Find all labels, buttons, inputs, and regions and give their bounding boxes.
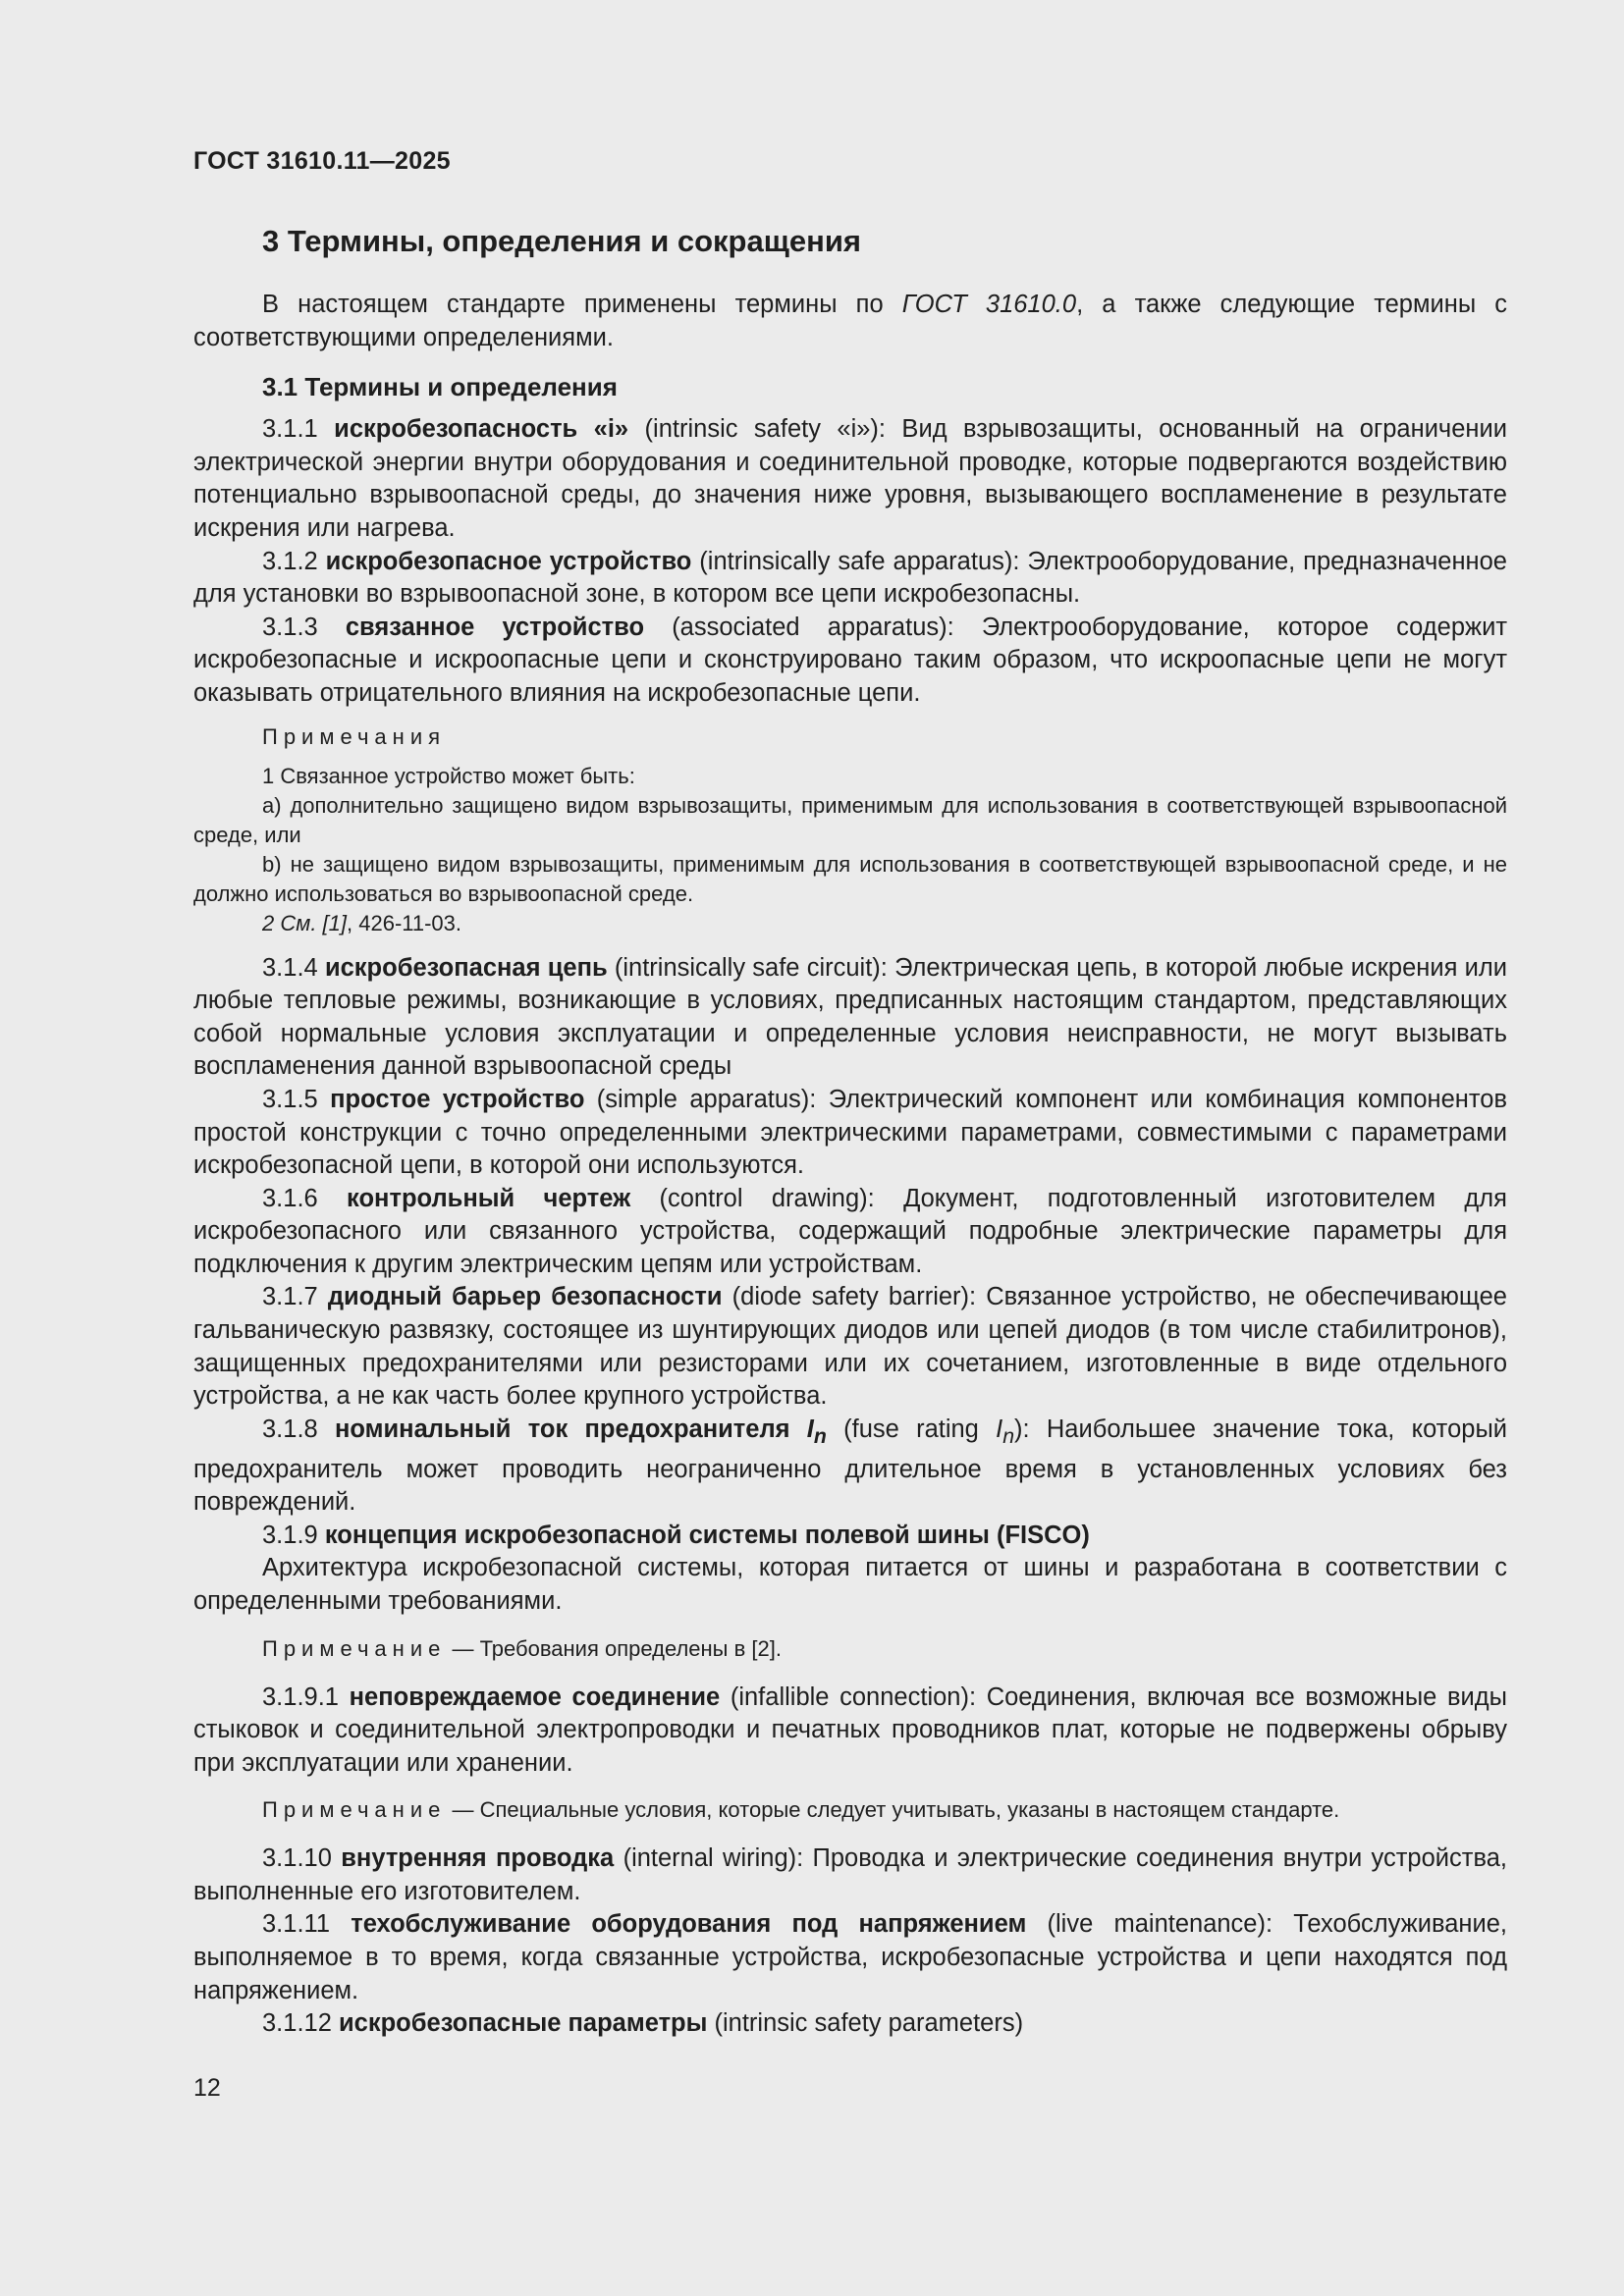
note-3-1-9: Примечание — Требования определены в [2]. [262, 1635, 782, 1661]
standard-reference: ГОСТ 31610.0 [901, 291, 1077, 318]
section-intro: В настоящем стандарте применены термины по ГОСТ 31610.0, а также следующие термины с соответствующими определениями. [193, 291, 1508, 351]
document-id-header: ГОСТ 31610.11—2025 [193, 147, 451, 175]
term-3-1-7: 3.1.7 диодный барьер безопасности (diode safety barrier): Связанное устройство, не обеспечивающее гальваническую развязку, состоящее из шунтирующих диодов или цепей диодов (в том числе стабилитронов), защищенных предохранителями или резисторами или их сочетанием, изготовленные в виде отдельного устройства, а не как часть более крупного устройства. [193, 1283, 1507, 1411]
term-3-1-6: 3.1.6 контрольный чертеж (control drawing): Документ, подготовленный изготовителем для искробезопасного или связанного устройства, содержащий подробные электрические параметры для подключения к другим электрическим цепям или устройствам. [193, 1184, 1507, 1278]
note-3-1-9-1: Примечание — Специальные условия, которые следует учитывать, указаны в настоящем стандарте. [262, 1797, 1340, 1823]
page-number: 12 [193, 2074, 221, 2102]
reference-link: См. [1] [280, 910, 348, 935]
term-3-1-5: 3.1.5 простое устройство (simple apparatus): Электрический компонент или комбинация компонентов простой конструкции с точно определенными электрическими параметрами, совместимыми с параметрами искробезопасной цепи, в которой они используются. [193, 1085, 1507, 1180]
notes-heading: Примечания [262, 723, 447, 749]
term-3-1-9-1: 3.1.9.1 неповреждаемое соединение (infallible connection): Соединения, включая все возможные виды стыковок и соединительной электропроводки и печатных проводников плат, которые не подвержены обрыву при эксплуатации или хранении. [193, 1682, 1507, 1777]
term-3-1-4: 3.1.4 искробезопасная цепь (intrinsically safe circuit): Электрическая цепь, в которой любые искрения или любые тепловые режимы, возникающие в условиях, предписанных настоящим стандартом, представляющих собой нормальные условия эксплуатации и определенные условия неисправности, не могут вызывать воспламенения данной взрывоопасной среды [193, 953, 1507, 1081]
notes-block [193, 722, 1507, 938]
subsection-title: 3.1 Термины и определения [262, 372, 618, 402]
note-1-b: b) не защищено видом взрывозащиты, применимым для использования в соответствующей взрывоопасной среде, и не должно использоваться во взрывоопасной среде. [193, 851, 1507, 906]
note-1-a: a) дополнительно защищено видом взрывозащиты, применимым для использования в соответствующей взрывоопасной среде, или [193, 792, 1507, 847]
term-3-1-2: 3.1.2 искробезопасное устройство (intrinsically safe apparatus): Электрооборудование, предназначенное для установки во взрывоопасной зоне, в котором все цепи искробезопасны. [193, 547, 1507, 609]
term-3-1-9: 3.1.9 концепция искробезопасной системы полевой шины (FISCO) [262, 1521, 1090, 1549]
term-3-1-9-definition: Архитектура искробезопасной системы, которая питается от шины и разработана в соответствии с определенными требованиями. [193, 1554, 1507, 1615]
note-2: 2 См. [1], 426-11-03. [262, 910, 462, 935]
term-3-1-1: 3.1.1 искробезопасность «i» (intrinsic safety «i»): Вид взрывозащиты, основанный на ограничении электрической энергии внутри оборудования и соединительной проводке, которые подвергаются воздействию потенциально взрывоопасной среды, до значения ниже уровня, вызывающего воспламенение в результате искрения или нагрева. [193, 415, 1507, 542]
note-1: 1 Связанное устройство может быть: [262, 763, 635, 788]
symbol-i: I [806, 1415, 814, 1443]
term-3-1-11: 3.1.11 техобслуживание оборудования под напряжением (live maintenance): Техобслуживание, выполняемое в то время, когда связанные устройства, искробезопасные устройства и цепи находятся под напряжением. [193, 1910, 1507, 2004]
term-3-1-10: 3.1.10 внутренняя проводка (internal wiring): Проводка и электрические соединения внутри устройства, выполненные его изготовителем. [193, 1844, 1507, 1905]
term-3-1-12: 3.1.12 искробезопасные параметры (intrinsic safety parameters) [262, 2009, 1024, 2038]
section-title: 3 Термины, определения и сокращения [262, 224, 861, 258]
term-3-1-3: 3.1.3 связанное устройство (associated apparatus): Электрооборудование, которое содержит искробезопасные и искроопасные цепи и сконструировано таким образом, что искроопасные цепи не могут оказывать отрицательного влияния на искробезопасные цепи. [193, 613, 1508, 707]
term-3-1-8: 3.1.8 номинальный ток предохранителя $I_n$ (fuse rating $I_n$): Наибольшее значение тока, который предохранитель может проводить неограниченно длительное время в установленных условиях без повреждений. [193, 1415, 1508, 1517]
page-content [193, 218, 1507, 2041]
